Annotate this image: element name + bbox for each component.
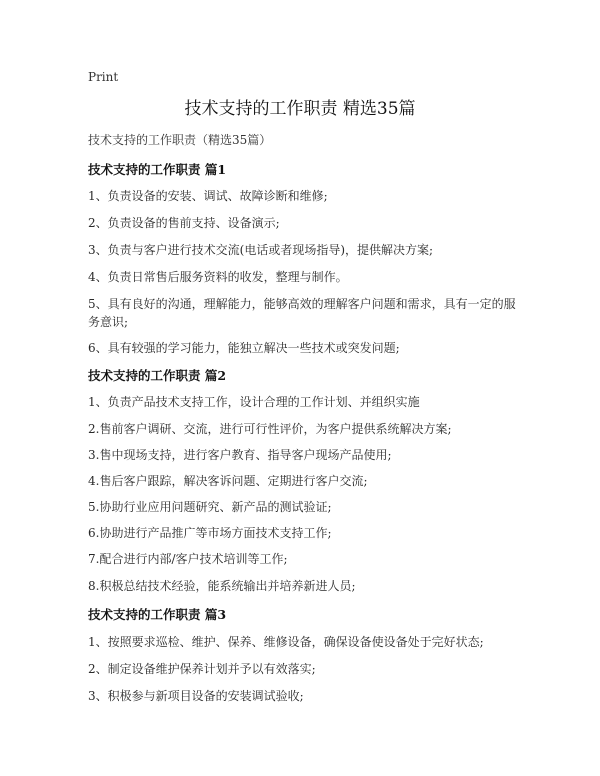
list-item: 2、负责设备的售前支持、设备演示;: [88, 216, 280, 230]
list-item: 3、负责与客户进行技术交流(电话或者现场指导)，提供解决方案;: [88, 243, 434, 257]
list-item: 5.协助行业应用问题研究、新产品的测试验证;: [88, 500, 332, 514]
list-item: 3、积极参与新项目设备的安装调试验收;: [88, 689, 304, 703]
section-heading-1: 技术支持的工作职责 篇1: [88, 162, 227, 177]
list-item: 4、负责日常售后服务资料的收发，整理与制作。: [88, 270, 348, 284]
list-item: 5、具有良好的沟通，理解能力，能够高效的理解客户问题和需求，具有一定的服务意识;: [88, 297, 516, 329]
page-title: 技术支持的工作职责 精选35篇: [184, 99, 416, 119]
list-item: 1、按照要求巡检、维护、保养、维修设备，确保设备使设备处于完好状态;: [88, 635, 484, 649]
list-item: 2.售前客户调研、交流，进行可行性评价，为客户提供系统解决方案;: [88, 422, 452, 436]
list-item: 3.售中现场支持，进行客户教育、指导客户现场产品使用;: [88, 448, 392, 462]
page-subtitle: 技术支持的工作职责（精选35篇）: [88, 133, 272, 147]
print-link[interactable]: Print: [88, 70, 119, 84]
list-item: 1、负责设备的安装、调试、故障诊断和维修;: [88, 189, 328, 203]
section-heading-3: 技术支持的工作职责 篇3: [88, 607, 227, 622]
list-item: 1、负责产品技术支持工作，设计合理的工作计划、并组织实施: [88, 395, 420, 409]
list-item: 7.配合进行内部/客户技术培训等工作;: [88, 552, 288, 566]
section-heading-2: 技术支持的工作职责 篇2: [88, 368, 227, 383]
list-item: 6.协助进行产品推广等市场方面技术支持工作;: [88, 526, 332, 540]
list-item: 8.积极总结技术经验，能系统输出并培养新进人员;: [88, 579, 356, 593]
list-item: 6、具有较强的学习能力，能独立解决一些技术或突发问题;: [88, 341, 400, 355]
list-item: 4.售后客户跟踪，解决客诉问题、定期进行客户交流;: [88, 474, 368, 488]
list-item: 2、制定设备维护保养计划并予以有效落实;: [88, 662, 316, 676]
